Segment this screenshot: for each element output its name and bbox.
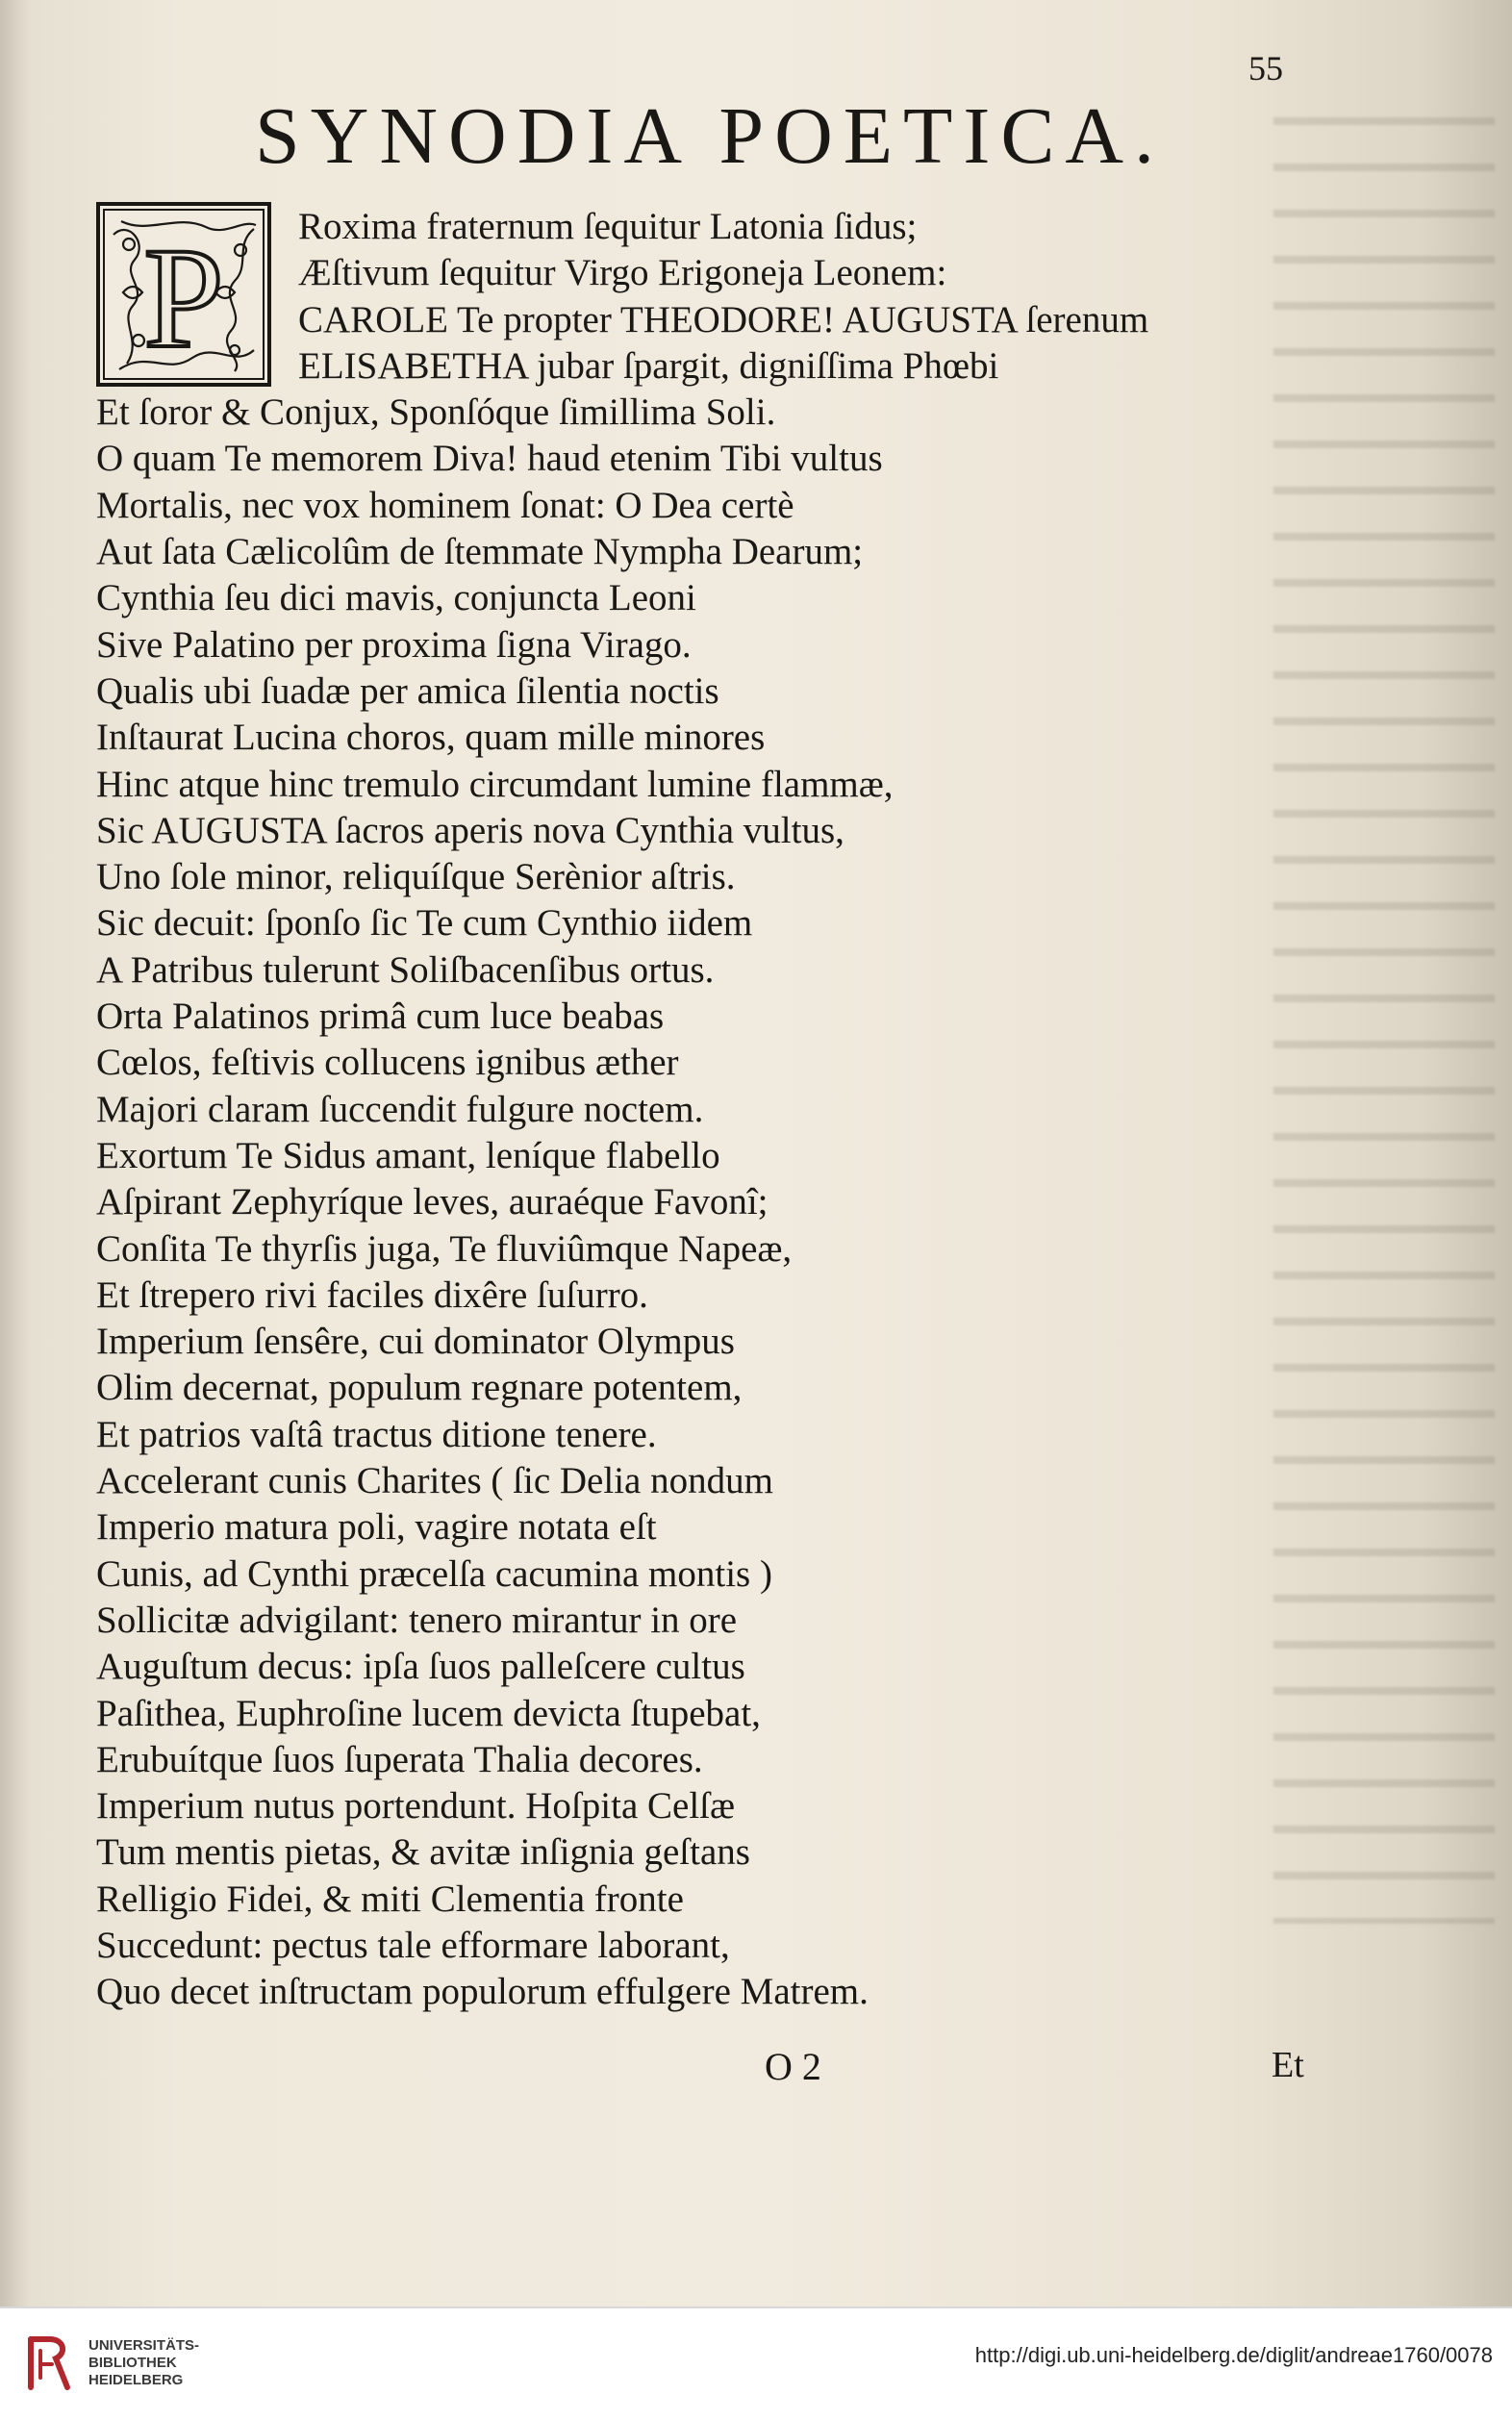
verse-line: Imperium nutus portendunt. Hoſpita Celſæ bbox=[96, 1785, 736, 1828]
verse-line: Erubuítque ſuos ſuperata Thalia decores. bbox=[96, 1738, 703, 1780]
page-title: SYNODIA POETICA. bbox=[255, 91, 1166, 181]
verse-line: Paſithea, Euphroſine lucem devicta ſtupebat, bbox=[96, 1692, 761, 1734]
verse-line: Roxima fraternum ſequitur Latonia ſidus; bbox=[298, 206, 918, 247]
verse-line: Cœlos, feſtivis collucens ignibus æther bbox=[96, 1042, 679, 1084]
library-logo-icon bbox=[21, 2332, 75, 2395]
verse-line: O quam Te memorem Diva! haud etenim Tibi vultus bbox=[96, 438, 883, 480]
verse-line: Aut ſata Cælicolûm de ſtemmate Nympha Dearum; bbox=[96, 531, 864, 573]
library-name bbox=[88, 2337, 199, 2389]
verse-line: Auguſtum decus: ipſa ſuos palleſcere cultus bbox=[96, 1646, 745, 1688]
verse-line: Cunis, ad Cynthi præcelſa cacumina montis ) bbox=[96, 1552, 772, 1595]
verse-line: Cynthia ſeu dici mavis, conjuncta Leoni bbox=[96, 577, 696, 619]
catchword: Et bbox=[1272, 2045, 1304, 2085]
verse-line: Sic decuit: ſponſo ſic Te cum Cynthio iidem bbox=[96, 902, 753, 945]
verse-line: Accelerant cunis Charites ( ſic Delia nondum bbox=[96, 1460, 773, 1502]
verse-line: Qualis ubi ſuadæ per amica ſilentia noctis bbox=[96, 669, 719, 712]
library-name-line: UNIVERSITÄTS- bbox=[88, 2337, 200, 2354]
verse-line: Æſtivum ſequitur Virgo Erigoneja Leonem: bbox=[298, 252, 947, 294]
verse-line: Et ſoror & Conjux, Sponſóque ſimillima Soli. bbox=[96, 391, 776, 434]
verse-line: Quo decet inſtructam populorum effulgere Matrem. bbox=[96, 1971, 869, 2013]
library-name-line: BIBLIOTHEK bbox=[88, 2355, 177, 2371]
library-name-line: HEIDELBERG bbox=[88, 2372, 184, 2388]
verse-line: Uno ſole minor, reliquíſque Serènior aſtris. bbox=[96, 856, 736, 898]
page-number: 55 bbox=[1248, 49, 1283, 88]
initial-letter: P bbox=[143, 218, 224, 378]
verse-line: Hinc atque hinc tremulo circumdant lumine flammæ, bbox=[96, 763, 894, 805]
verse-line: Sive Palatino per proxima ſigna Virago. bbox=[96, 623, 692, 666]
verse-line: Et patrios vaſtâ tractus ditione tenere. bbox=[96, 1413, 657, 1455]
source-url-link[interactable]: http://digi.ub.uni-heidelberg.de/diglit/andreae1760/0078 bbox=[974, 2343, 1493, 2367]
verse-line: Imperium ſensêre, cui dominator Olympus bbox=[96, 1321, 735, 1363]
verse-line: ELISABETHA jubar ſpargit, digniſſima Phœbi bbox=[298, 344, 999, 387]
verse-line: A Patribus tulerunt Soliſbacenſibus ortus. bbox=[96, 948, 715, 991]
verse-line: Mortalis, nec vox hominem ſonat: O Dea certè bbox=[96, 484, 794, 526]
verse-line: CAROLE Te propter THEODORE! AUGUSTA ſerenum bbox=[298, 298, 1149, 340]
verse-line: Majori claram ſuccendit fulgure noctem. bbox=[96, 1088, 704, 1130]
verse-line: Succedunt: pectus tale efformare laborant, bbox=[96, 1924, 730, 1966]
viewer-footer bbox=[0, 2307, 1512, 2420]
verse-line: Inſtaurat Lucina choros, quam mille minores bbox=[96, 717, 766, 759]
verse-line: Aſpirant Zephyríque leves, auraéque Favonî; bbox=[96, 1181, 769, 1223]
verse-line: Exortum Te Sidus amant, leníque flabello bbox=[96, 1134, 720, 1176]
verse-line: Tum mentis pietas, & avitæ inſignia geſtans bbox=[96, 1831, 750, 1874]
verse-line: Olim decernat, populum regnare potentem, bbox=[96, 1367, 743, 1409]
verse-line: Imperio matura poli, vagire notata eſt bbox=[96, 1506, 657, 1549]
verse-line: Et ſtrepero rivi faciles dixêre ſuſurro. bbox=[96, 1273, 648, 1316]
verse-line: Relligio Fidei, & miti Clementia fronte bbox=[96, 1878, 684, 1920]
verse-line: Orta Palatinos primâ cum luce beabas bbox=[96, 996, 665, 1038]
verse-line: Sollicitæ advigilant: tenero mirantur in ore bbox=[96, 1599, 738, 1641]
verse-line: Conſita Te thyrſis juga, Te fluviûmque Napeæ, bbox=[96, 1227, 793, 1270]
poem-text bbox=[96, 204, 1347, 2016]
verse-line: Sic AUGUSTA ſacros aperis nova Cynthia vultus, bbox=[96, 809, 844, 851]
signature-mark: O 2 bbox=[765, 2045, 821, 2088]
